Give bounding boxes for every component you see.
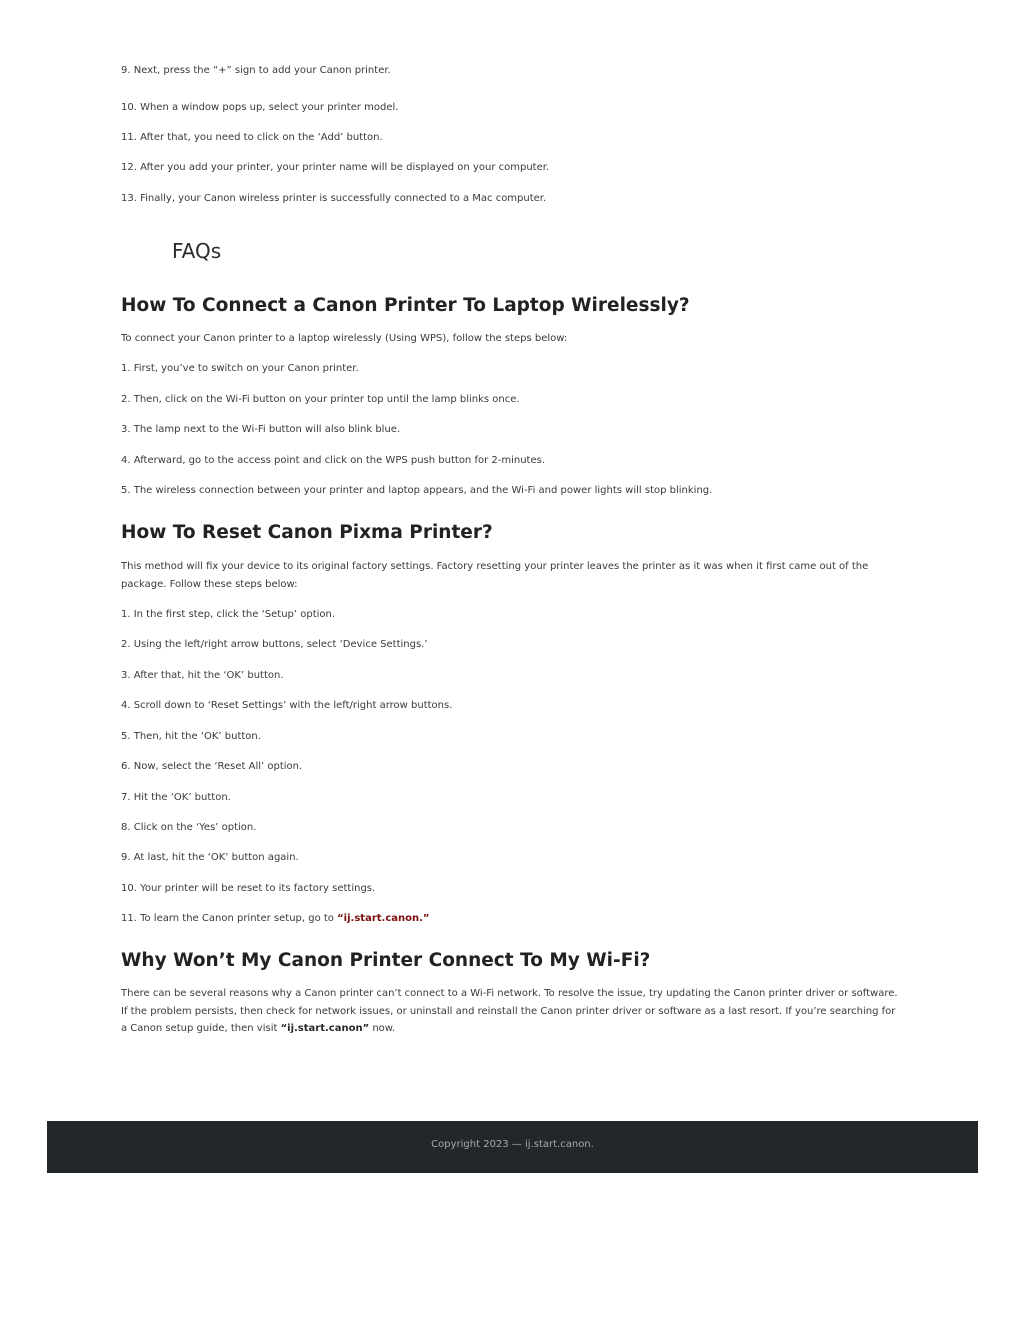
mac-step-13: 13. Finally, your Canon wireless printer is successfully connected to a Mac computer. [121, 193, 547, 204]
reset-step-8: 8. Click on the ‘Yes’ option. [121, 822, 257, 833]
wifi-issue-suffix: now. [369, 1023, 396, 1034]
section-heading-connect-wireless: How To Connect a Canon Printer To Laptop Wirelessly? [121, 295, 690, 316]
wps-step-3: 3. The lamp next to the Wi-Fi button will also blink blue. [121, 424, 401, 435]
mac-step-11: 11. After that, you need to click on the ‘Add’ button. [121, 132, 383, 143]
section-heading-reset-pixma: How To Reset Canon Pixma Printer? [121, 522, 493, 543]
reset-step-6: 6. Now, select the ‘Reset All’ option. [121, 761, 303, 772]
reset-step-5: 5. Then, hit the ‘OK’ button. [121, 731, 261, 742]
reset-step-2: 2. Using the left/right arrow buttons, select ‘Device Settings.’ [121, 639, 428, 650]
reset-step-4: 4. Scroll down to ‘Reset Settings’ with the left/right arrow buttons. [121, 700, 453, 711]
section-heading-wifi-issue: Why Won’t My Canon Printer Connect To My Wi-Fi? [121, 950, 651, 971]
wps-step-2: 2. Then, click on the Wi-Fi button on your printer top until the lamp blinks once. [121, 394, 520, 405]
section-body-wifi-issue [121, 985, 901, 1038]
mac-step-10: 10. When a window pops up, select your printer model. [121, 102, 399, 113]
section-intro-connect-wireless: To connect your Canon printer to a laptop wirelessly (Using WPS), follow the steps below: [121, 333, 568, 344]
site-footer [47, 1121, 978, 1173]
ij-start-canon-link[interactable]: “ij.start.canon.” [337, 913, 430, 924]
reset-step-1: 1. In the first step, click the ‘Setup’ option. [121, 609, 336, 620]
reset-step-11 [121, 910, 429, 928]
wifi-issue-text: There can be several reasons why a Canon printer can’t connect to a Wi-Fi network. To resolve the issue, try updating the Canon printer driver or software. If the problem persists, then check for network issues, or uninstall and reinstall the Canon printer driver or software as a last resort. If you’re searching for a Canon setup guide, then visit [121, 988, 898, 1034]
reset-step-7: 7. Hit the ‘OK’ button. [121, 792, 231, 803]
faq-title: FAQs [172, 239, 222, 263]
mac-step-9: 9. Next, press the “+” sign to add your Canon printer. [121, 65, 391, 76]
wps-step-1: 1. First, you’ve to switch on your Canon printer. [121, 363, 359, 374]
reset-step-11-text: 11. To learn the Canon printer setup, go to [121, 913, 338, 924]
reset-step-10: 10. Your printer will be reset to its factory settings. [121, 883, 376, 894]
section-intro-reset-pixma: This method will fix your device to its original factory settings. Factory resetting your printer leaves the printer as it was when it first came out of the package. Follow these steps below: [121, 561, 869, 590]
footer-copyright: Copyright 2023 — ij.start.canon. [431, 1139, 594, 1150]
reset-step-9: 9. At last, hit the ‘OK’ button again. [121, 852, 299, 863]
mac-step-12: 12. After you add your printer, your printer name will be displayed on your computer. [121, 162, 550, 173]
wps-step-5: 5. The wireless connection between your printer and laptop appears, and the Wi-Fi and power lights will stop blinking. [121, 485, 713, 496]
reset-step-3: 3. After that, hit the ‘OK’ button. [121, 670, 284, 681]
wps-step-4: 4. Afterward, go to the access point and click on the WPS push button for 2-minutes. [121, 455, 546, 466]
ij-start-canon-strong: “ij.start.canon” [280, 1023, 370, 1034]
